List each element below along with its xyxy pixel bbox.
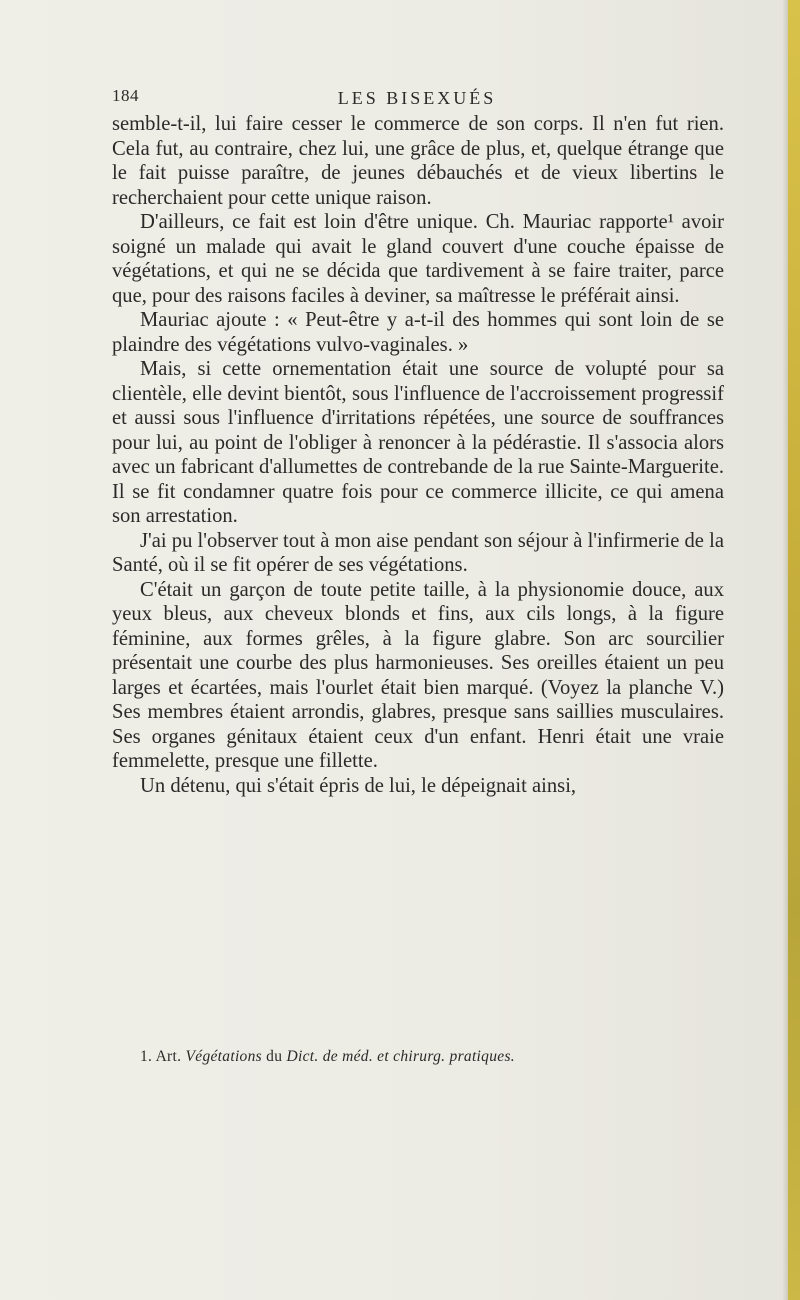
paragraph: Mauriac ajoute : « Peut-être y a-t-il des hommes qui sont loin de se plaindre des végétations vulvo-vaginales. »: [112, 309, 724, 356]
footnote-title: Végétations: [185, 1048, 262, 1065]
paragraph: D'ailleurs, ce fait est loin d'être unique. Ch. Mauriac rapporte¹ avoir soigné un malade qui avait le gland couvert d'une couche épaisse de végétations, et qui ne se décida que tardivement à se faire traiter, parce que, pour des raisons faciles à deviner, sa maîtresse le préférait ainsi.: [112, 211, 724, 307]
page-number: 184: [112, 86, 139, 105]
footnote-number: 1.: [140, 1048, 153, 1065]
footnote: [140, 1047, 740, 1067]
footnote-middle: du: [266, 1048, 283, 1065]
paragraph: Mais, si cette ornementation était une source de volupté pour sa clientèle, elle devint bientôt, sous l'influence de l'accroissement progressif et aussi sous l'influence d'irritations répétées, une source de souffrances pour lui, au point de l'obliger à renoncer à la pédérastie. Il s'associa alors avec un fabricant d'allumettes de contrebande de la rue Sainte-Marguerite. Il se fit condamner quatre fois pour ce commerce illicite, ce qui amena son arrestation.: [112, 358, 724, 527]
footnote-prefix: Art.: [155, 1048, 182, 1065]
paragraph: C'était un garçon de toute petite taille, à la physionomie douce, aux yeux bleus, aux cheveux blonds et fins, aux cils longs, à la figure féminine, aux formes grêles, à la figure glabre. Son arc sourcilier présentait une courbe des plus harmonieuses. Ses oreilles étaient un peu larges et écartées, mais l'ourlet était bien marqué. (Voyez la planche V.) Ses membres étaient arrondis, glabres, presque sans saillies musculaires. Ses organes génitaux étaient ceux d'un enfant. Henri était une vraie femmelette, presque une fillette.: [112, 578, 724, 772]
running-title: LES BISEXUÉS: [337, 88, 497, 108]
paragraph: semble-t-il, lui faire cesser le commerce de son corps. Il n'en fut rien. Cela fut, au contraire, chez lui, une grâce de plus, et, quelque étrange que le fait puisse paraître, de jeunes débauchés et de vieux libertins le recherchaient pour cette unique raison.: [112, 113, 724, 209]
paragraph: Un détenu, qui s'était épris de lui, le dépeignait ainsi,: [140, 774, 577, 797]
paragraph: J'ai pu l'observer tout à mon aise pendant son séjour à l'infirmerie de la Santé, où il se fit opérer de ses végétations.: [112, 529, 724, 576]
body-text: [112, 112, 724, 798]
page-edge-stripe: [788, 0, 800, 1300]
footnote-source: Dict. de méd. et chirurg. pratiques.: [286, 1048, 515, 1065]
